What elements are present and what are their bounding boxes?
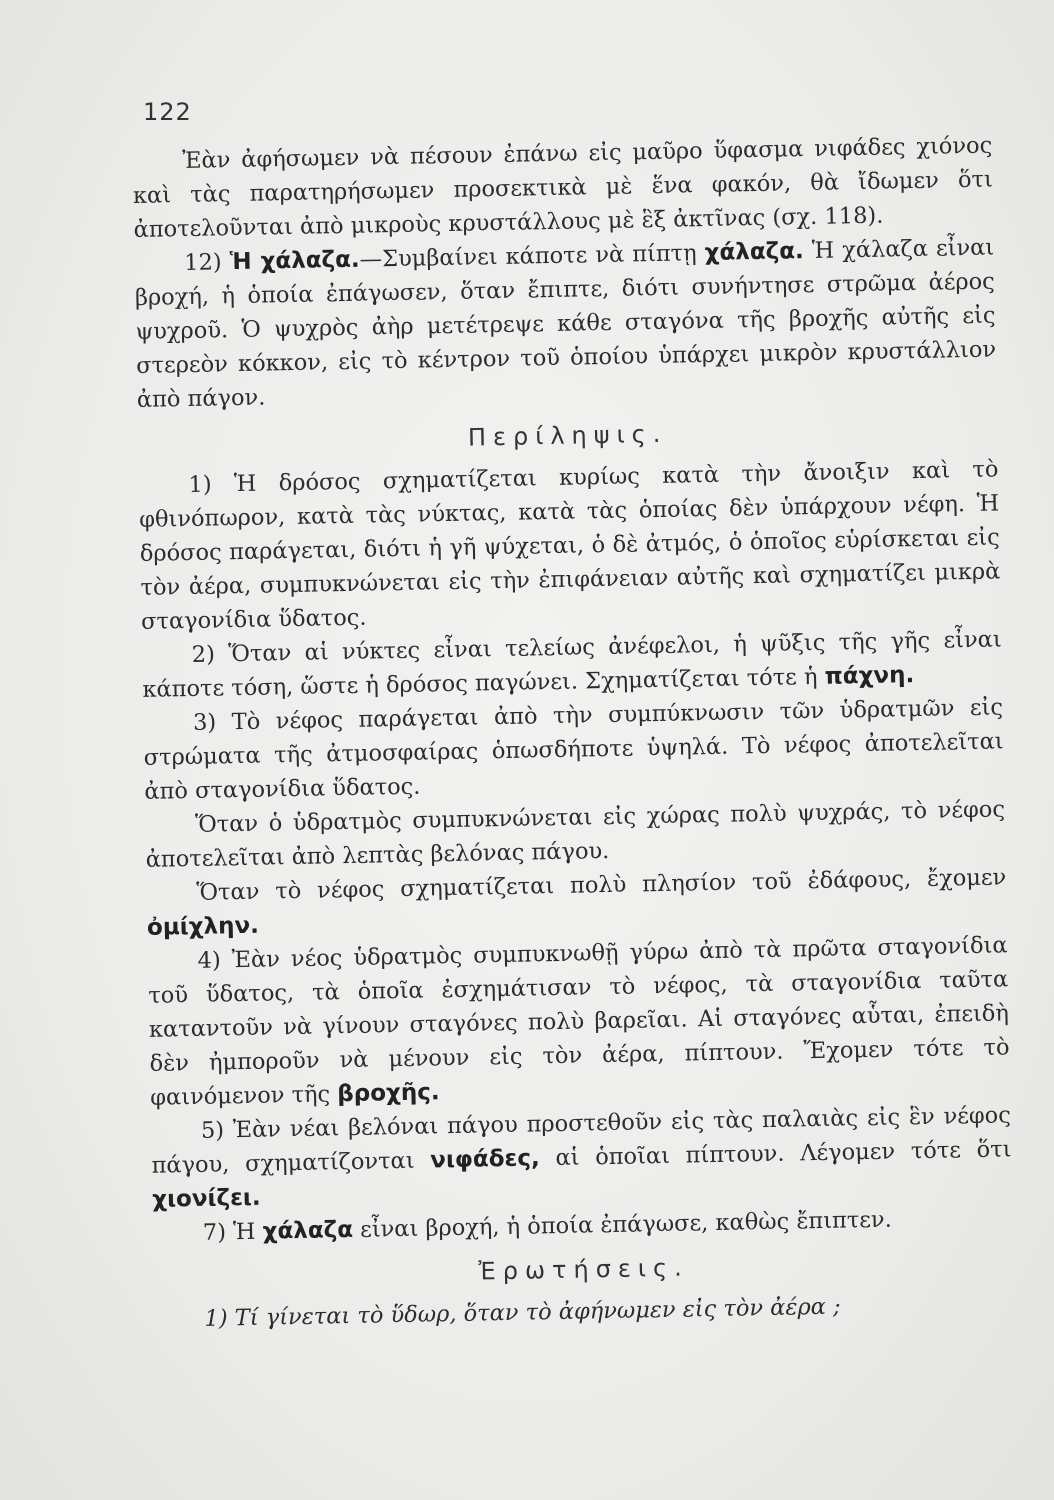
section-12-title: Ἡ χάλαζα. [229, 246, 360, 276]
summary-point-5 [151, 1098, 1013, 1216]
section-12-term: χάλαζα. [704, 238, 805, 267]
summary-point-4 [147, 928, 1010, 1114]
summary-point-3c-text: Ὅταν τὸ νέφος σχηματίζεται πολὺ πλησίον τοῦ ἐδάφους, ἔχομεν [196, 864, 1007, 906]
summary-point-5-text: 5) Ἐὰν νέαι βελόναι πάγου προστεθοῦν εἰς τὰς παλαιὰς εἰς ἓν νέφος πάγου, σχηματίζονται [151, 1102, 1012, 1179]
summary-heading: Περίληψις. [467, 419, 668, 452]
summary-point-4-text: 4) Ἐὰν νέος ὑδρατμὸς συμπυκνωθῇ γύρω ἀπὸ τὰ πρῶτα σταγονίδια τοῦ ὕδατος, τὰ ὁποῖα ἐσχημάτισαν τὸ νέφος, τὰ σταγονίδια ταῦτα καταντοῦν νὰ γίνουν σταγόνες πολὺ βαρεῖαι. Αἱ σταγόνες αὗται, ἐπειδὴ δὲν ἠμποροῦν νὰ μένουν εἰς τὸν ἀέρα, πίπτουν. Ἔχομεν τότε τὸ φαινόμενον τῆς [148, 932, 1010, 1111]
section-12-text-a: —Συμβαίνει κάποτε νὰ πίπτῃ [359, 240, 697, 273]
question-1: 1) Τί γίνεται τὸ ὕδωρ, ὅταν τὸ ἀφήνωμεν εἰς τὸν ἀέρα ; [204, 1293, 841, 1332]
summary-point-5-term: νιφάδες, [430, 1145, 540, 1174]
summary-point-3c-term: ὀμίχλην. [146, 912, 260, 941]
summary-point-1: 1) Ἡ δρόσος σχηματίζεται κυρίως κατὰ τὴν ἄνοιξιν καὶ τὸ φθινόπωρον, κατὰ τὰς νύκτας, κατὰ τὰς ὁποίας δὲν ὑπάρχουν νέφη. Ἡ δρόσος παράγεται, διότι ἡ γῆ ψύχεται, ὁ δὲ ἀτμός, ὁ ὁποῖος εὑρίσκεται εἰς τὸν ἀέρα, συμπυκνώνεται εἰς τὴν ἐπιφάνειαν αὐτῆς καὶ σχηματίζει μικρὰ σταγονίδια ὕδατος. [138, 456, 1001, 635]
questions-heading: Ἐρωτήσεις. [478, 1253, 689, 1286]
section-12-text-b: Ἡ χάλαζα εἶναι βροχή, ἡ ὁποία ἐπάγωσεν, ὅταν ἔπιπτε, διότι συνήντησε στρῶμα ἀέρος ψυχροῦ. Ὁ ψυχρὸς ἀὴρ μετέτρεψε κάθε σταγόνα τῆς βροχῆς αὐτῆς εἰς στερεὸν κόκκον, εἰς τὸ κέντρον τοῦ ὁποίου ὑπάρχει μικρὸν κρυστάλλιον ἀπὸ πάγον. [134, 234, 997, 413]
section-12-paragraph [134, 230, 997, 416]
summary-point-2-term: πάχνη. [824, 662, 915, 690]
intro-paragraph: Ἐὰν ἀφήσωμεν νὰ πέσουν ἐπάνω εἰς μαῦρο ὕφασμα νιφάδες χιόνος καὶ τὰς παρατηρήσωμεν προσεκτικὰ μὲ ἕνα φακόν, θὰ ἴδωμεν ὅτι ἀποτελοῦνται ἀπὸ μικροὺς κρυστάλλους μὲ ἓξ ἀκτῖνας (σχ. 118). [132, 132, 994, 243]
summary-point-2-text: 2) Ὅταν αἱ νύκτες εἶναι τελείως ἀνέφελοι, ἡ ψῦξις τῆς γῆς εἶναι κάποτε τόση, ὥστε ἡ δρόσος παγώνει. Σχηματίζεται τότε ἡ [142, 626, 1002, 703]
page-number: 122 [143, 98, 192, 126]
summary-point-4-term: βροχῆς. [337, 1079, 440, 1108]
section-12-number: 12) [184, 249, 222, 277]
summary-point-7-term: χάλαζα [262, 1216, 354, 1245]
summary-point-3b: Ὅταν ὁ ὑδρατμὸς συμπυκνώνεται εἰς χώρας πολὺ ψυχράς, τὸ νέφος ἀποτελεῖται ἀπὸ λεπτὰς βελόνας πάγου. [145, 796, 1006, 873]
summary-point-5-term2: χιονίζει. [152, 1184, 261, 1213]
page-body [132, 128, 1015, 1336]
summary-point-5-text2: αἱ ὁποῖαι πίπτουν. Λέγομεν τότε ὅτι [555, 1136, 1012, 1172]
summary-point-3: 3) Τὸ νέφος παράγεται ἀπὸ τὴν συμπύκνωσιν τῶν ὑδρατμῶν εἰς στρώματα τῆς ἀτμοσφαίρας ὁπωσδήποτε ὑψηλά. Τὸ νέφος ἀποτελεῖται ἀπὸ σταγονίδια ὕδατος. [143, 694, 1004, 805]
summary-point-7-text2: εἶναι βροχή, ἡ ὁποία ἐπάγωσε, καθὼς ἔπιπτεν. [359, 1206, 892, 1243]
summary-point-7-text: 7) Ἡ [202, 1218, 256, 1246]
